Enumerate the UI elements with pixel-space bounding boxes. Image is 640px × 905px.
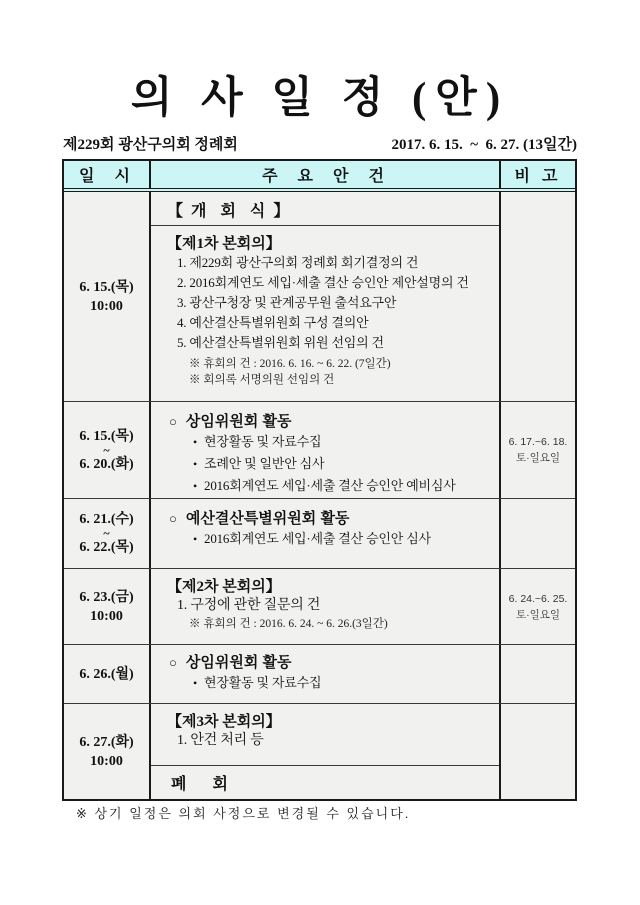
table-row (64, 704, 575, 799)
remark-text: 토·일요일 (515, 452, 561, 464)
date-text: 6. 26.(월) (79, 666, 134, 682)
bullet-icon: • (193, 435, 198, 449)
table-header-row (64, 161, 575, 192)
remark-text: 토·일요일 (515, 608, 561, 621)
agenda-item: 1. 안건 처리 등 (177, 733, 264, 748)
activity-heading (151, 645, 499, 672)
subheader (63, 133, 577, 154)
date-range-tilde: ~ (103, 526, 110, 540)
bullet-item (151, 475, 499, 497)
agenda-note: ※ 휴회의 건 : 2016. 6. 24. ~ 6. 26.(3일간) (189, 618, 388, 630)
time-text: 10:00 (90, 298, 123, 314)
date-cell (64, 192, 149, 401)
bullet-icon: • (193, 532, 198, 546)
page-title: 의 사 일 정 (안) (130, 75, 510, 122)
agenda-item: 5. 예산결산특별위원회 위원 선임의 건 (177, 335, 384, 350)
bullet-icon: • (193, 479, 198, 493)
table-row (64, 402, 575, 499)
agenda-note: ※ 휴회의 건 : 2016. 6. 16. ~ 6. 22. (7일간) (189, 358, 391, 370)
agenda-item: 1. 구정에 관한 질문의 건 (177, 598, 321, 613)
agenda-item: 4. 예산결산특별위원회 구성 결의안 (177, 315, 369, 330)
remark-cell (501, 704, 575, 799)
footer-note: ※ 상기 일정은 의회 사정으로 변경될 수 있습니다. (76, 806, 411, 821)
section-heading: 【 개 회 식 】 (167, 203, 292, 220)
table-row (64, 499, 575, 569)
date-cell (64, 645, 149, 703)
agenda-item: 2. 2016회계연도 세입·세출 결산 승인안 제안설명의 건 (177, 275, 469, 290)
activity-heading-label: 상임위원회 활동 (185, 654, 292, 671)
remark-text: 6. 17.~6. 18. (508, 436, 568, 448)
remark-cell (501, 402, 575, 498)
circle-icon: ○ (169, 414, 177, 429)
bullet-item (151, 528, 499, 550)
remark-cell (501, 192, 575, 401)
agenda-cell (149, 704, 501, 799)
schedule-table (62, 159, 577, 801)
remark-cell (501, 569, 575, 644)
activity-heading (151, 499, 499, 528)
date-range-tilde: ~ (103, 442, 110, 457)
table-row (64, 192, 575, 402)
third-plenary-section (151, 704, 499, 766)
column-header-agenda: 주 요 안 건 (149, 161, 501, 188)
time-text: 10:00 (90, 753, 123, 769)
column-header-remarks: 비 고 (514, 168, 562, 185)
activity-heading (151, 402, 499, 431)
bullet-item-label: 2016회계연도 세입·세출 결산 승인안 심사 (204, 531, 431, 546)
date-text: 6. 15.(목) (79, 428, 134, 444)
agenda-cell (149, 645, 501, 703)
bullet-item (151, 672, 499, 694)
closing-label: 폐 회 (171, 776, 230, 793)
section-heading: 【제1차 본회의】 (167, 236, 281, 252)
agenda-item: 1. 제229회 광산구의회 정례회 회기결정의 건 (177, 255, 419, 270)
bullet-item-label: 2016회계연도 세입·세출 결산 승인안 예비심사 (204, 478, 456, 493)
date-range: 2017. 6. 15. ~ 6. 27. (13일간) (391, 137, 577, 153)
date-text: 6. 21.(수) (79, 512, 134, 527)
bullet-icon: • (193, 457, 198, 471)
date-text: 6. 22.(목) (79, 540, 134, 555)
date-cell (64, 402, 149, 498)
agenda-note: ※ 회의록 서명의원 선임의 건 (189, 374, 335, 386)
remark-text: 6. 24.~6. 25. (508, 592, 568, 605)
circle-icon: ○ (169, 655, 177, 670)
bullet-item (151, 431, 499, 453)
date-text: 6. 20.(화) (79, 456, 134, 472)
column-header-datetime: 일 시 (79, 168, 134, 185)
section-heading: 【제2차 본회의】 (167, 579, 281, 595)
bullet-item-label: 조례안 및 일반안 심사 (204, 456, 325, 471)
agenda-cell (149, 499, 501, 568)
first-plenary-section (151, 226, 499, 401)
table-row (64, 645, 575, 704)
bullet-item-label: 현장활동 및 자료수집 (204, 675, 322, 690)
opening-ceremony-section (151, 192, 499, 226)
agenda-cell (149, 402, 501, 498)
bullet-icon: • (193, 676, 198, 690)
activity-heading-label: 상임위원회 활동 (185, 413, 292, 430)
date-text: 6. 23.(금) (79, 589, 134, 605)
date-text: 6. 15.(목) (79, 279, 134, 295)
agenda-item: 3. 광산구청장 및 관계공무원 출석요구안 (177, 295, 397, 310)
date-cell (64, 704, 149, 799)
bullet-item (151, 453, 499, 475)
closing-section (151, 766, 499, 799)
agenda-cell (149, 569, 501, 644)
bullet-item-label: 현장활동 및 자료수집 (204, 434, 322, 449)
section-heading: 【제3차 본회의】 (167, 714, 281, 730)
table-row (64, 569, 575, 645)
remark-cell (501, 645, 575, 703)
agenda-cell (149, 192, 501, 401)
date-text: 6. 27.(화) (79, 734, 134, 750)
circle-icon: ○ (169, 511, 177, 526)
activity-heading-label: 예산결산특별위원회 활동 (185, 510, 350, 527)
remark-cell (501, 499, 575, 568)
date-cell (64, 499, 149, 568)
date-cell (64, 569, 149, 644)
session-label: 제229회 광산구의회 정례회 (63, 137, 238, 153)
time-text: 10:00 (90, 608, 123, 624)
